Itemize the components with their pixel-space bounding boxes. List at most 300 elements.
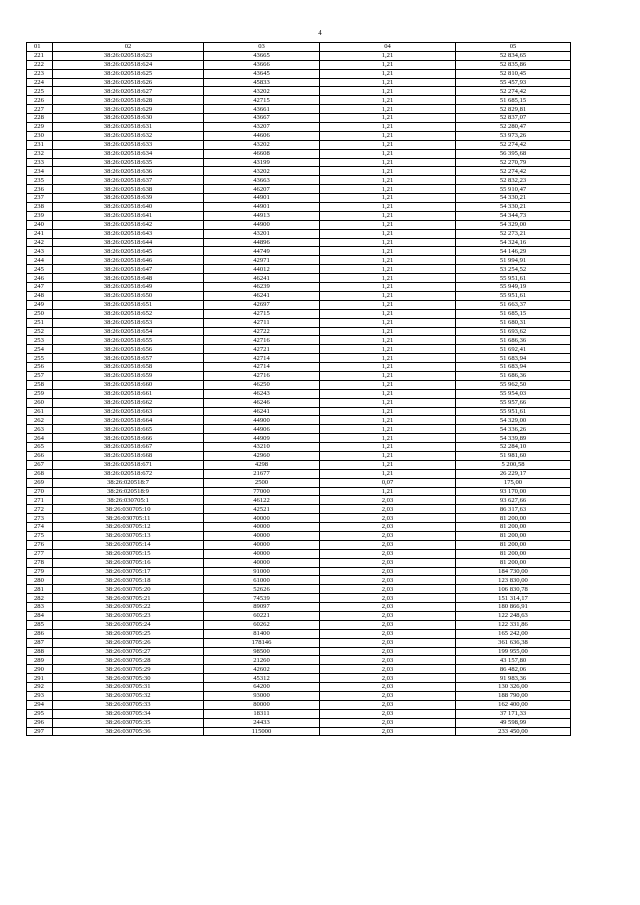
- value-cell: 43199: [204, 158, 320, 167]
- row-number-cell: 268: [27, 469, 53, 478]
- cadastral-number-cell: 38:26:030705:34: [53, 709, 204, 718]
- coefficient-cell: 1,21: [320, 389, 456, 398]
- amount-cell: 55 910,47: [456, 185, 571, 194]
- amount-cell: 184 730,00: [456, 567, 571, 576]
- row-number-cell: 236: [27, 185, 53, 194]
- cadastral-number-cell: 38:26:020518:624: [53, 60, 204, 69]
- coefficient-cell: 0,07: [320, 478, 456, 487]
- coefficient-cell: 1,21: [320, 363, 456, 372]
- amount-cell: 55 951,61: [456, 274, 571, 283]
- row-number-cell: 256: [27, 363, 53, 372]
- value-cell: 42602: [204, 665, 320, 674]
- cadastral-number-cell: 38:26:030705:16: [53, 558, 204, 567]
- value-cell: 46122: [204, 496, 320, 505]
- amount-cell: 54 336,26: [456, 425, 571, 434]
- value-cell: 46250: [204, 380, 320, 389]
- cadastral-number-cell: 38:26:030705:28: [53, 656, 204, 665]
- row-number-cell: 292: [27, 683, 53, 692]
- cadastral-number-cell: 38:26:020518:638: [53, 185, 204, 194]
- row-number-cell: 235: [27, 176, 53, 185]
- row-number-cell: 233: [27, 158, 53, 167]
- coefficient-cell: 2,03: [320, 718, 456, 727]
- value-cell: 115000: [204, 727, 320, 736]
- row-number-cell: 261: [27, 407, 53, 416]
- value-cell: 18311: [204, 709, 320, 718]
- table-row: [27, 638, 571, 647]
- table-row: [27, 380, 571, 389]
- cadastral-number-cell: 38:26:030705:26: [53, 638, 204, 647]
- cadastral-number-cell: 38:26:020518:653: [53, 318, 204, 327]
- coefficient-cell: 1,21: [320, 327, 456, 336]
- coefficient-cell: 1,21: [320, 487, 456, 496]
- table-row: [27, 496, 571, 505]
- amount-cell: 55 951,61: [456, 407, 571, 416]
- table-row: [27, 229, 571, 238]
- cadastral-number-cell: 38:26:030705:18: [53, 576, 204, 585]
- table-row: [27, 407, 571, 416]
- cadastral-number-cell: 38:26:030705:22: [53, 603, 204, 612]
- value-cell: 43666: [204, 60, 320, 69]
- coefficient-cell: 2,03: [320, 585, 456, 594]
- table-row: [27, 531, 571, 540]
- amount-cell: 51 663,37: [456, 300, 571, 309]
- row-number-cell: 246: [27, 274, 53, 283]
- amount-cell: 51 685,15: [456, 309, 571, 318]
- cadastral-number-cell: 38:26:030705:36: [53, 727, 204, 736]
- coefficient-cell: 2,03: [320, 594, 456, 603]
- coefficient-cell: 1,21: [320, 407, 456, 416]
- header-col-02: 02: [53, 43, 204, 52]
- cadastral-number-cell: 38:26:020518:665: [53, 425, 204, 434]
- amount-cell: 162 400,00: [456, 700, 571, 709]
- cadastral-number-cell: 38:26:020518:666: [53, 434, 204, 443]
- row-number-cell: 262: [27, 416, 53, 425]
- coefficient-cell: 1,21: [320, 203, 456, 212]
- coefficient-cell: 1,21: [320, 336, 456, 345]
- table-row: [27, 505, 571, 514]
- table-row: [27, 300, 571, 309]
- cadastral-number-cell: 38:26:020518:639: [53, 194, 204, 203]
- amount-cell: 52 834,65: [456, 51, 571, 60]
- row-number-cell: 294: [27, 700, 53, 709]
- amount-cell: 199 955,00: [456, 647, 571, 656]
- value-cell: 40000: [204, 558, 320, 567]
- row-number-cell: 228: [27, 114, 53, 123]
- table-row: [27, 683, 571, 692]
- table-row: [27, 345, 571, 354]
- table-row: [27, 265, 571, 274]
- value-cell: 42716: [204, 336, 320, 345]
- amount-cell: 54 329,00: [456, 416, 571, 425]
- table-row: [27, 105, 571, 114]
- cadastral-number-cell: 38:26:020518:627: [53, 87, 204, 96]
- coefficient-cell: 1,21: [320, 265, 456, 274]
- cadastral-number-cell: 38:26:020518:640: [53, 203, 204, 212]
- cadastral-number-cell: 38:26:030705:10: [53, 505, 204, 514]
- value-cell: 40000: [204, 514, 320, 523]
- table-row: [27, 549, 571, 558]
- amount-cell: 51 683,94: [456, 354, 571, 363]
- table-row: [27, 647, 571, 656]
- value-cell: 43202: [204, 140, 320, 149]
- row-number-cell: 296: [27, 718, 53, 727]
- header-col-04: 04: [320, 43, 456, 52]
- coefficient-cell: 2,03: [320, 709, 456, 718]
- cadastral-number-cell: 38:26:030705:13: [53, 531, 204, 540]
- coefficient-cell: 2,03: [320, 647, 456, 656]
- row-number-cell: 255: [27, 354, 53, 363]
- value-cell: 42714: [204, 354, 320, 363]
- row-number-cell: 244: [27, 256, 53, 265]
- coefficient-cell: 2,03: [320, 692, 456, 701]
- table-row: [27, 238, 571, 247]
- value-cell: 42721: [204, 345, 320, 354]
- cadastral-number-cell: 38:26:030705:33: [53, 700, 204, 709]
- table-row: [27, 131, 571, 140]
- cadastral-number-cell: 38:26:020518:7: [53, 478, 204, 487]
- value-cell: 81400: [204, 629, 320, 638]
- table-row: [27, 149, 571, 158]
- table-row: [27, 194, 571, 203]
- amount-cell: 81 200,00: [456, 514, 571, 523]
- coefficient-cell: 1,21: [320, 194, 456, 203]
- coefficient-cell: 1,21: [320, 309, 456, 318]
- table-row: [27, 514, 571, 523]
- amount-cell: 81 200,00: [456, 549, 571, 558]
- value-cell: 42722: [204, 327, 320, 336]
- cadastral-number-cell: 38:26:020518:672: [53, 469, 204, 478]
- coefficient-cell: 1,21: [320, 274, 456, 283]
- cadastral-number-cell: 38:26:020518:657: [53, 354, 204, 363]
- amount-cell: 81 200,00: [456, 540, 571, 549]
- row-number-cell: 286: [27, 629, 53, 638]
- amount-cell: 52 810,45: [456, 69, 571, 78]
- row-number-cell: 275: [27, 531, 53, 540]
- value-cell: 44900: [204, 416, 320, 425]
- cadastral-number-cell: 38:26:020518:643: [53, 229, 204, 238]
- value-cell: 178146: [204, 638, 320, 647]
- amount-cell: 81 200,00: [456, 558, 571, 567]
- amount-cell: 180 866,91: [456, 603, 571, 612]
- table-row: [27, 96, 571, 105]
- value-cell: 43201: [204, 229, 320, 238]
- amount-cell: 53 254,52: [456, 265, 571, 274]
- cadastral-number-cell: 38:26:020518:647: [53, 265, 204, 274]
- coefficient-cell: 2,03: [320, 549, 456, 558]
- table-row: [27, 709, 571, 718]
- coefficient-cell: 1,21: [320, 380, 456, 389]
- cadastral-number-cell: 38:26:020518:633: [53, 140, 204, 149]
- row-number-cell: 245: [27, 265, 53, 274]
- coefficient-cell: 1,21: [320, 114, 456, 123]
- value-cell: 89097: [204, 603, 320, 612]
- amount-cell: 52 829,81: [456, 105, 571, 114]
- value-cell: 45312: [204, 674, 320, 683]
- value-cell: 44012: [204, 265, 320, 274]
- coefficient-cell: 1,21: [320, 96, 456, 105]
- coefficient-cell: 1,21: [320, 149, 456, 158]
- value-cell: 43202: [204, 167, 320, 176]
- value-cell: 40000: [204, 531, 320, 540]
- row-number-cell: 295: [27, 709, 53, 718]
- coefficient-cell: 2,03: [320, 514, 456, 523]
- value-cell: 42971: [204, 256, 320, 265]
- cadastral-number-cell: 38:26:020518:649: [53, 283, 204, 292]
- row-number-cell: 243: [27, 247, 53, 256]
- table-row: [27, 398, 571, 407]
- table-row: [27, 354, 571, 363]
- row-number-cell: 225: [27, 87, 53, 96]
- amount-cell: 52 837,07: [456, 114, 571, 123]
- amount-cell: 52 280,47: [456, 123, 571, 132]
- cadastral-number-cell: 38:26:020518:668: [53, 451, 204, 460]
- cadastral-number-cell: 38:26:030705:11: [53, 514, 204, 523]
- row-number-cell: 238: [27, 203, 53, 212]
- coefficient-cell: 1,21: [320, 354, 456, 363]
- value-cell: 46241: [204, 291, 320, 300]
- table-row: [27, 336, 571, 345]
- amount-cell: 54 324,16: [456, 238, 571, 247]
- coefficient-cell: 1,21: [320, 220, 456, 229]
- table-row: [27, 51, 571, 60]
- row-number-cell: 232: [27, 149, 53, 158]
- amount-cell: 91 983,36: [456, 674, 571, 683]
- value-cell: 44896: [204, 238, 320, 247]
- value-cell: 40000: [204, 523, 320, 532]
- row-number-cell: 230: [27, 131, 53, 140]
- cadastral-number-cell: 38:26:020518:642: [53, 220, 204, 229]
- amount-cell: 54 329,00: [456, 220, 571, 229]
- value-cell: 98500: [204, 647, 320, 656]
- coefficient-cell: 2,03: [320, 523, 456, 532]
- value-cell: 42960: [204, 451, 320, 460]
- value-cell: 21260: [204, 656, 320, 665]
- coefficient-cell: 2,03: [320, 496, 456, 505]
- table-row: [27, 114, 571, 123]
- value-cell: 91000: [204, 567, 320, 576]
- amount-cell: 51 686,36: [456, 336, 571, 345]
- row-number-cell: 282: [27, 594, 53, 603]
- amount-cell: 26 229,17: [456, 469, 571, 478]
- amount-cell: 54 330,21: [456, 194, 571, 203]
- coefficient-cell: 1,21: [320, 140, 456, 149]
- cadastral-number-cell: 38:26:030705:27: [53, 647, 204, 656]
- value-cell: 43645: [204, 69, 320, 78]
- table-row: [27, 487, 571, 496]
- table-row: [27, 283, 571, 292]
- value-cell: 44901: [204, 203, 320, 212]
- amount-cell: 5 200,58: [456, 460, 571, 469]
- coefficient-cell: 2,03: [320, 620, 456, 629]
- table-row: [27, 291, 571, 300]
- value-cell: 43661: [204, 105, 320, 114]
- amount-cell: 52 273,21: [456, 229, 571, 238]
- coefficient-cell: 2,03: [320, 558, 456, 567]
- table-row: [27, 371, 571, 380]
- row-number-cell: 279: [27, 567, 53, 576]
- coefficient-cell: 1,21: [320, 300, 456, 309]
- cadastral-number-cell: 38:26:020518:636: [53, 167, 204, 176]
- table-row: [27, 523, 571, 532]
- table-row: [27, 185, 571, 194]
- row-number-cell: 221: [27, 51, 53, 60]
- cadastral-number-cell: 38:26:020518:663: [53, 407, 204, 416]
- row-number-cell: 289: [27, 656, 53, 665]
- amount-cell: 52 274,42: [456, 140, 571, 149]
- cadastral-number-cell: 38:26:020518:645: [53, 247, 204, 256]
- cadastral-number-cell: 38:26:020518:632: [53, 131, 204, 140]
- table-row: [27, 318, 571, 327]
- value-cell: 74539: [204, 594, 320, 603]
- coefficient-cell: 1,21: [320, 247, 456, 256]
- coefficient-cell: 1,21: [320, 123, 456, 132]
- amount-cell: 151 314,17: [456, 594, 571, 603]
- table-row: [27, 389, 571, 398]
- value-cell: 42716: [204, 371, 320, 380]
- row-number-cell: 263: [27, 425, 53, 434]
- coefficient-cell: 1,21: [320, 318, 456, 327]
- table-row: [27, 727, 571, 736]
- row-number-cell: 265: [27, 443, 53, 452]
- value-cell: 43210: [204, 443, 320, 452]
- cadastral-number-cell: 38:26:020518:625: [53, 69, 204, 78]
- amount-cell: 93 627,66: [456, 496, 571, 505]
- amount-cell: 53 973,26: [456, 131, 571, 140]
- table-row: [27, 434, 571, 443]
- cadastral-number-cell: 38:26:030705:21: [53, 594, 204, 603]
- amount-cell: 55 954,03: [456, 389, 571, 398]
- table-row: [27, 220, 571, 229]
- coefficient-cell: 2,03: [320, 603, 456, 612]
- row-number-cell: 288: [27, 647, 53, 656]
- value-cell: 44606: [204, 131, 320, 140]
- cadastral-number-cell: 38:26:030705:31: [53, 683, 204, 692]
- amount-cell: 51 981,60: [456, 451, 571, 460]
- cadastral-number-cell: 38:26:030705:25: [53, 629, 204, 638]
- amount-cell: 55 957,66: [456, 398, 571, 407]
- value-cell: 40000: [204, 540, 320, 549]
- amount-cell: 51 994,91: [456, 256, 571, 265]
- value-cell: 42711: [204, 318, 320, 327]
- table-row: [27, 425, 571, 434]
- value-cell: 24433: [204, 718, 320, 727]
- cadastral-number-cell: 38:26:020518:628: [53, 96, 204, 105]
- value-cell: 64200: [204, 683, 320, 692]
- cadastral-number-cell: 38:26:030705:35: [53, 718, 204, 727]
- value-cell: 42715: [204, 309, 320, 318]
- cadastral-number-cell: 38:26:020518:658: [53, 363, 204, 372]
- coefficient-cell: 1,21: [320, 425, 456, 434]
- amount-cell: 55 949,19: [456, 283, 571, 292]
- value-cell: 46243: [204, 389, 320, 398]
- table-row: [27, 158, 571, 167]
- value-cell: 46241: [204, 274, 320, 283]
- row-number-cell: 229: [27, 123, 53, 132]
- value-cell: 43665: [204, 51, 320, 60]
- coefficient-cell: 1,21: [320, 176, 456, 185]
- coefficient-cell: 1,21: [320, 185, 456, 194]
- cadastral-number-cell: 38:26:030705:17: [53, 567, 204, 576]
- row-number-cell: 264: [27, 434, 53, 443]
- row-number-cell: 247: [27, 283, 53, 292]
- amount-cell: 130 326,00: [456, 683, 571, 692]
- row-number-cell: 284: [27, 612, 53, 621]
- coefficient-cell: 2,03: [320, 700, 456, 709]
- amount-cell: 52 274,42: [456, 167, 571, 176]
- table-row: [27, 327, 571, 336]
- table-row: [27, 78, 571, 87]
- amount-cell: 52 835,86: [456, 60, 571, 69]
- value-cell: 46239: [204, 283, 320, 292]
- cadastral-number-cell: 38:26:030705:15: [53, 549, 204, 558]
- coefficient-cell: 1,21: [320, 451, 456, 460]
- row-number-cell: 240: [27, 220, 53, 229]
- amount-cell: 51 683,94: [456, 363, 571, 372]
- value-cell: 45833: [204, 78, 320, 87]
- row-number-cell: 272: [27, 505, 53, 514]
- row-number-cell: 267: [27, 460, 53, 469]
- value-cell: 21677: [204, 469, 320, 478]
- value-cell: 43667: [204, 114, 320, 123]
- coefficient-cell: 2,03: [320, 567, 456, 576]
- coefficient-cell: 2,03: [320, 505, 456, 514]
- cadastral-number-cell: 38:26:020518:648: [53, 274, 204, 283]
- coefficient-cell: 2,03: [320, 665, 456, 674]
- amount-cell: 43 157,80: [456, 656, 571, 665]
- row-number-cell: 276: [27, 540, 53, 549]
- amount-cell: 51 680,31: [456, 318, 571, 327]
- value-cell: 2500: [204, 478, 320, 487]
- cadastral-number-cell: 38:26:020518:656: [53, 345, 204, 354]
- amount-cell: 188 790,00: [456, 692, 571, 701]
- amount-cell: 54 146,29: [456, 247, 571, 256]
- table-row: [27, 87, 571, 96]
- amount-cell: 52 270,79: [456, 158, 571, 167]
- amount-cell: 52 274,42: [456, 87, 571, 96]
- value-cell: 44909: [204, 434, 320, 443]
- table-row: [27, 665, 571, 674]
- cadastral-number-cell: 38:26:020518:637: [53, 176, 204, 185]
- table-row: [27, 211, 571, 220]
- cadastral-number-cell: 38:26:020518:630: [53, 114, 204, 123]
- table-row: [27, 123, 571, 132]
- row-number-cell: 253: [27, 336, 53, 345]
- value-cell: 42714: [204, 363, 320, 372]
- cadastral-number-cell: 38:26:020518:626: [53, 78, 204, 87]
- coefficient-cell: 1,21: [320, 211, 456, 220]
- value-cell: 44906: [204, 425, 320, 434]
- cadastral-number-cell: 38:26:020518:661: [53, 389, 204, 398]
- amount-cell: 55 951,61: [456, 291, 571, 300]
- value-cell: 42521: [204, 505, 320, 514]
- amount-cell: 55 962,50: [456, 380, 571, 389]
- cadastral-number-cell: 38:26:020518:651: [53, 300, 204, 309]
- table-row: [27, 469, 571, 478]
- row-number-cell: 239: [27, 211, 53, 220]
- coefficient-cell: 1,21: [320, 345, 456, 354]
- table-row: [27, 176, 571, 185]
- cadastral-number-cell: 38:26:020518:650: [53, 291, 204, 300]
- coefficient-cell: 1,21: [320, 131, 456, 140]
- cadastral-number-cell: 38:26:020518:641: [53, 211, 204, 220]
- coefficient-cell: 1,21: [320, 69, 456, 78]
- table-row: [27, 540, 571, 549]
- amount-cell: 361 636,38: [456, 638, 571, 647]
- cadastral-number-cell: 38:26:020518:646: [53, 256, 204, 265]
- cadastral-number-cell: 38:26:020518:667: [53, 443, 204, 452]
- table-body: [27, 51, 571, 736]
- row-number-cell: 249: [27, 300, 53, 309]
